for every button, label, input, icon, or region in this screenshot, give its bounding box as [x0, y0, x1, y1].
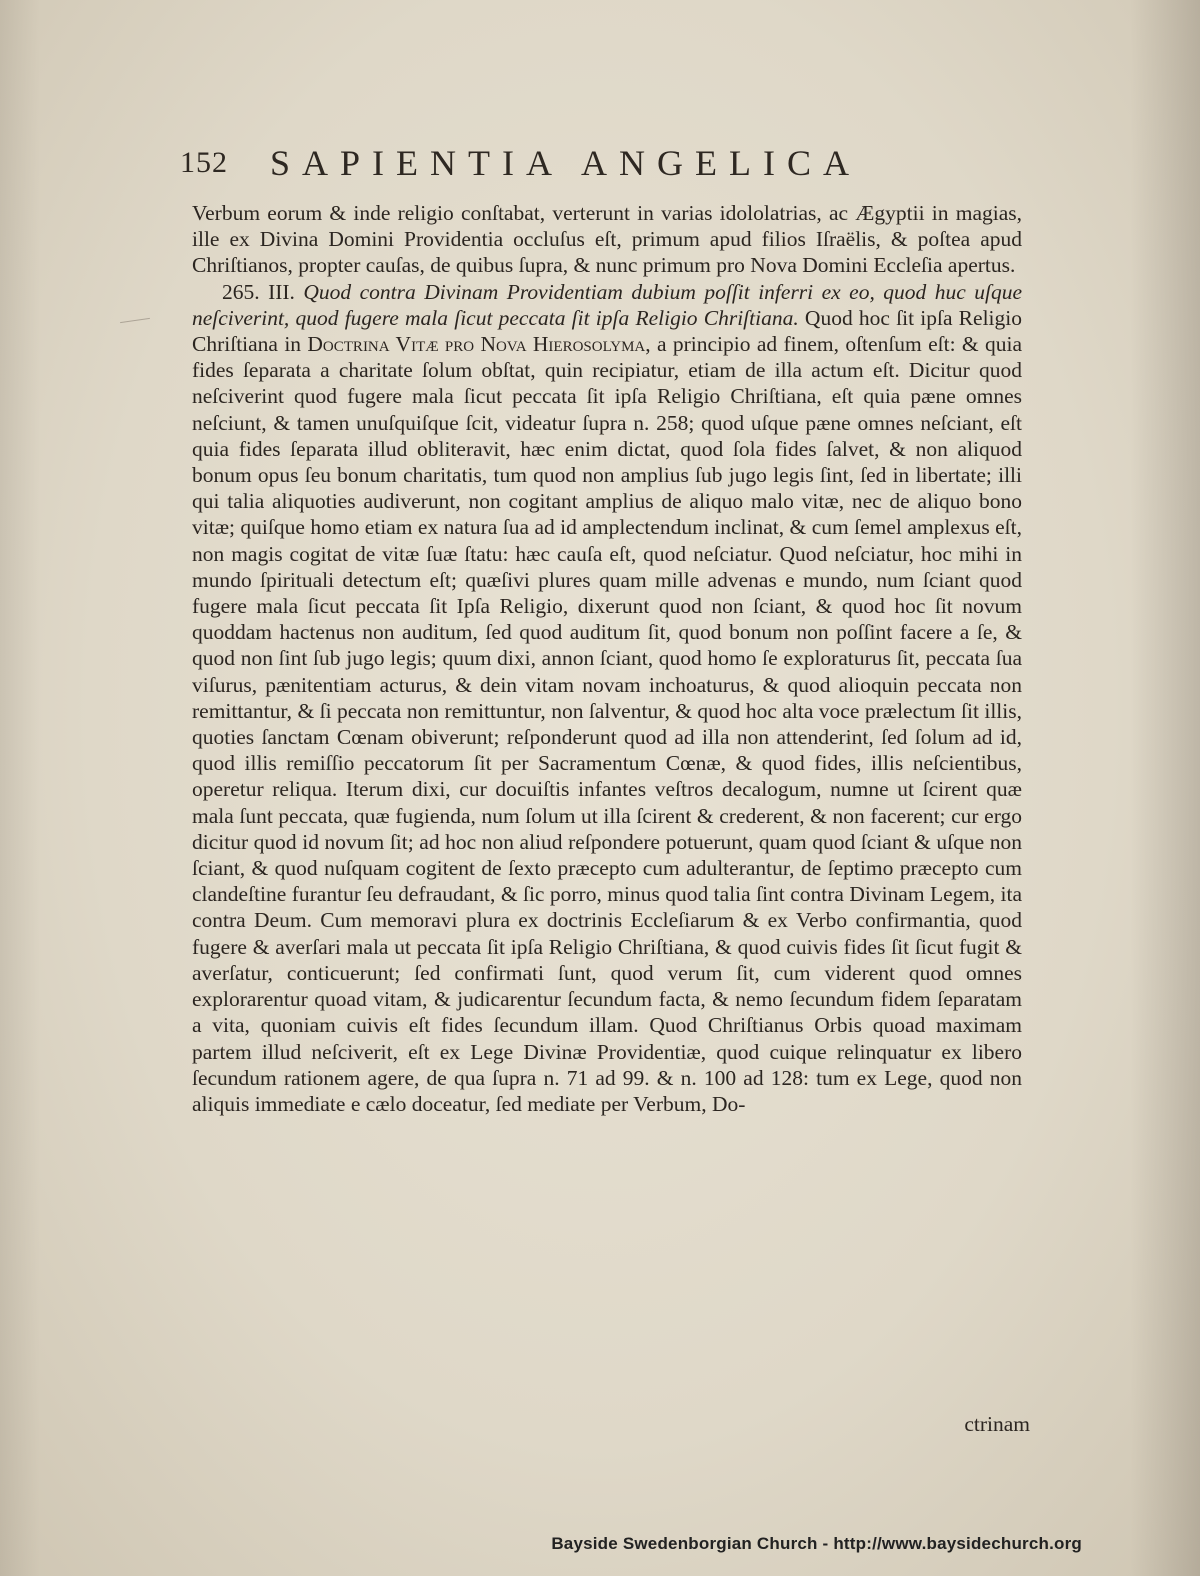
- footer-credit: Bayside Swedenborgian Church - http://www.baysidechurch.org: [551, 1534, 1082, 1553]
- page-header: [180, 142, 1020, 186]
- page-number: 152: [180, 146, 228, 179]
- italic-proposition: Quod contra Divinam Providentiam dubium poſſit inferri ex eo, quod huc uſque neſciverint, quod fugere mala ſicut peccata ſit ipſa Religio Chriſtiana.: [192, 279, 1022, 330]
- text-run: , a principio ad finem, oſtenſum eſt: & quia fides ſeparata a charitate ſolum obſtat, quin recipiatur, etiam de illa actum eſt. Dicitur quod neſciverint quod fugere mala ſicut peccata ſit ipſa Religio Chriſtiana, eſt quia pæne omnes neſciunt, & tamen unuſquiſque ſcit, videatur ſupra n. 258; quod uſque pæne omnes neſciant, eſt quia fides ſeparata illud obliteravit, hæc enim dictat, quod ſola fides ſalvet, & non aliquod bonum opus ſeu bonum charitatis, tum quod non amplius ſub jugo legis ſint, ſed in libertate; illi qui talia aliquoties audiverunt, non cogitant amplius de aliquo malo vitæ, nec de aliquo bono vitæ; quiſque homo etiam ex natura ſua ad id amplectendum inclinat, & cum ſemel amplexus eſt, non magis cogitat de vitæ ſuæ ſtatu: hæc cauſa eſt, quod neſciatur. Quod neſciatur, hoc mihi in mundo ſpirituali detectum eſt; quæſivi plures quam mille advenas e mundo, num ſciant quod fugere mala ſicut peccata ſit Ipſa Religio, dixerunt quod non ſciant, & quod hoc ſit novum quoddam hactenus non auditum, ſed quod auditum ſit, quod bonum non poſſint facere a ſe, & quod non ſint ſub jugo legis; quum dixi, annon ſciant, quod homo ſe exploraturus ſit, peccata ſua viſurus, pænitentiam acturus, & dein vitam novam inchoaturus, & quod alioquin peccata non remittantur, & ſi peccata non remittuntur, non ſalventur, & quod hoc alta voce prælectum ſit illis, quoties ſanctam Cœnam obiverunt; reſponderunt quod ad illa non attenderint, ſed ſolum ad id, quod illis remiſſio peccatorum ſit per Sacramentum Cœnæ, & quod fides, illis neſcientibus, operetur reliqua. Iterum dixi, cur docuiſtis infantes veſtros decalogum, numne ut ſcirent quæ mala ſunt peccata, quæ fugienda, num ſolum ut illa ſcirent & crederent, & non facerent; cur ergo dicitur quod id novum ſit; ad hoc non aliud reſpondere potuerunt, quam quod ſciant & uſque non ſciant, & quod nuſquam cogitent de ſexto præcepto cum adulterantur, de ſeptimo præcepto cum clandeſtine furantur ſeu defraudant, & ſic porro, minus quod talia ſint contra Divinam Legem, ita contra Deum. Cum memoravi plura ex doctrinis Eccleſiarum & ex Verbo confirmantia, quod fugere & averſari mala ut peccata ſit ipſa Religio Chriſtiana, & quod cuivis fides ſit ſicut fugit & averſatur, conticuerunt; ſed confirmati ſunt, quod verum ſit, cum viderent quod omnes explorarentur quoad vitam, & judicarentur ſecundum facta, & nemo ſecundum fidem ſeparatam a vita, quoniam cuivis eſt fides ſecundum illam. Quod Chriſtianus Orbis quoad maximam partem illud neſciverit, eſt ex Lege Divinæ Providentiæ, quod cuique relinquatur ex libero ſecundum rationem agere, de qua ſupra n. 71 ad 99. & n. 100 ad 128: tum ex Lege, quod non aliquis immediate e cælo doceatur, ſed mediate per Verbum, Do-: [192, 332, 1023, 1116]
- text-run: Verbum eorum & inde religio conſtabat, verterunt in varias idololatrias, ac Ægyptii in magias, ille ex Divina Domini Providentia occluſus eſt, primum apud filios Iſraëlis, & poſtea apud Chriſtianos, propter cauſas, de quibus ſupra, & nunc primum pro Nova Domini Eccleſia apertus.: [192, 201, 1022, 278]
- catchword: ctrinam: [964, 1412, 1030, 1436]
- page-left-edge-shading: [0, 0, 40, 1576]
- body-text: [192, 200, 1022, 1117]
- running-head-title: SAPIENTIA ANGELICA: [270, 143, 861, 183]
- paper-crease-mark: [120, 318, 150, 323]
- smallcaps-title-reference: Doctrina Vitæ pro Nova Hierosolyma: [307, 332, 646, 357]
- text-run: Quod hoc ſit ipſa Religio Chriſtiana in: [192, 305, 1022, 357]
- paragraph-continuation: [192, 200, 1022, 279]
- section-number: 265. III.: [222, 279, 304, 304]
- paragraph-265: [192, 279, 1022, 1118]
- page-right-edge-shading: [1130, 0, 1200, 1576]
